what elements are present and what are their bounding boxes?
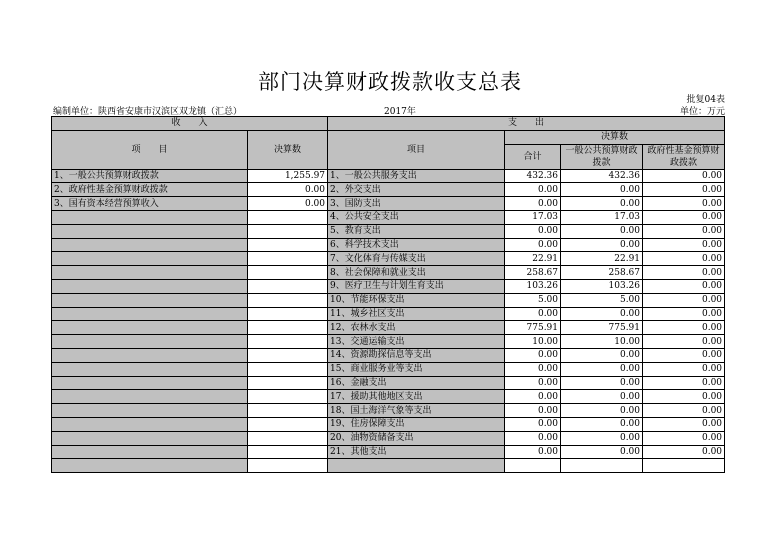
expense-item-cell: 20、油物资储备支出 [328,431,505,445]
table-row [52,183,725,197]
table-row [52,252,725,266]
income-item-cell [52,348,248,362]
expense-item-cell: 18、国土海洋气象等支出 [328,404,505,418]
general-budget-cell: 0.00 [561,417,643,431]
general-budget-cell: 0.00 [561,183,643,197]
income-amount-cell [248,431,328,445]
income-item-cell [52,293,248,307]
income-item-cell [52,210,248,224]
gov-fund-cell: 0.00 [643,210,725,224]
gov-fund-header: 政府性基金预算财政拨款 [643,144,725,169]
gov-fund-cell: 0.00 [643,404,725,418]
expense-item-cell: 17、援助其他地区支出 [328,390,505,404]
gov-fund-cell: 0.00 [643,390,725,404]
income-item-cell [52,362,248,376]
gov-fund-cell: 0.00 [643,279,725,293]
income-amount-cell [248,293,328,307]
expense-item-header: 项目 [328,130,505,169]
general-budget-cell: 17.03 [561,210,643,224]
income-item-cell: 1、一般公共预算财政拨款 [52,169,248,183]
fiscal-year: 2017年 [384,107,416,117]
total-cell: 0.00 [505,417,561,431]
general-budget-cell: 0.00 [561,390,643,404]
general-budget-cell: 0.00 [561,431,643,445]
income-item-cell [52,266,248,280]
income-amount-cell [248,307,328,321]
gov-fund-cell: 0.00 [643,183,725,197]
total-cell: 775.91 [505,321,561,335]
page-title: 部门决算财政拨款收支总表 [258,70,522,94]
income-amount-cell: 0.00 [248,197,328,211]
general-budget-cell: 10.00 [561,335,643,349]
income-amount-cell [248,390,328,404]
gov-fund-cell: 0.00 [643,376,725,390]
total-cell: 0.00 [505,445,561,459]
table-row [52,390,725,404]
table-row [52,362,725,376]
expense-item-cell: 9、医疗卫生与计划生育支出 [328,279,505,293]
general-budget-cell: 0.00 [561,224,643,238]
table-row [52,293,725,307]
income-amount-cell [248,348,328,362]
income-amount-cell [248,210,328,224]
income-item-cell [52,307,248,321]
general-budget-cell: 258.67 [561,266,643,280]
gov-fund-cell: 0.00 [643,362,725,376]
income-amount-cell: 0.00 [248,183,328,197]
total-cell: 0.00 [505,362,561,376]
income-item-cell [52,321,248,335]
total-cell: 10.00 [505,335,561,349]
total-cell: 0.00 [505,197,561,211]
general-budget-cell: 22.91 [561,252,643,266]
income-item-cell [52,445,248,459]
general-budget-cell: 0.00 [561,197,643,211]
expense-item-cell: 1、一般公共服务支出 [328,169,505,183]
gov-fund-cell: 0.00 [643,431,725,445]
expense-item-cell: 15、商业服务业等支出 [328,362,505,376]
total-cell: 0.00 [505,390,561,404]
table-row [52,266,725,280]
total-cell: 0.00 [505,224,561,238]
gov-fund-cell: 0.00 [643,321,725,335]
table-row [52,376,725,390]
income-item-cell [52,404,248,418]
table-row [52,224,725,238]
total-cell: 0.00 [505,348,561,362]
total-cell: 103.26 [505,279,561,293]
income-header: 收 入 [52,117,328,131]
income-amount-cell [248,279,328,293]
general-budget-cell: 0.00 [561,445,643,459]
currency-unit: 单位：万元 [679,107,725,117]
general-budget-cell: 0.00 [561,376,643,390]
table-row [52,197,725,211]
income-amount-cell: 1,255.97 [248,169,328,183]
income-amount-header: 决算数 [248,130,328,169]
total-cell: 0.00 [505,238,561,252]
expense-final-header: 决算数 [505,130,725,144]
income-amount-cell [248,362,328,376]
expense-item-cell: 12、农林水支出 [328,321,505,335]
table-row [52,417,725,431]
table-row [52,238,725,252]
total-cell: 17.03 [505,210,561,224]
gov-fund-cell: 0.00 [643,197,725,211]
table-row [52,431,725,445]
income-amount-cell [248,404,328,418]
income-item-cell: 3、国有资本经营预算收入 [52,197,248,211]
general-budget-cell: 0.00 [561,348,643,362]
total-cell: 258.67 [505,266,561,280]
income-item-cell [52,459,248,473]
expense-item-cell: 10、节能环保支出 [328,293,505,307]
expense-item-cell: 11、城乡社区支出 [328,307,505,321]
income-amount-cell [248,224,328,238]
table-row [52,321,725,335]
form-number: 批复04表 [686,95,725,105]
expense-item-cell: 2、外交支出 [328,183,505,197]
expense-item-cell: 6、科学技术支出 [328,238,505,252]
income-amount-cell [248,266,328,280]
income-item-cell [52,417,248,431]
table-row [52,335,725,349]
gov-fund-cell: 0.00 [643,293,725,307]
income-amount-cell [248,335,328,349]
expense-item-cell: 4、公共安全支出 [328,210,505,224]
gov-fund-cell: 0.00 [643,169,725,183]
table-row [52,279,725,293]
general-budget-cell [561,459,643,473]
gov-fund-cell: 0.00 [643,224,725,238]
gov-fund-cell: 0.00 [643,445,725,459]
expense-item-cell: 8、社会保障和就业支出 [328,266,505,280]
general-budget-cell: 775.91 [561,321,643,335]
general-budget-cell: 432.36 [561,169,643,183]
compiling-unit: 编制单位：陕西省安康市汉滨区双龙镇（汇总） [53,107,243,117]
general-budget-cell: 0.00 [561,362,643,376]
gov-fund-cell: 0.00 [643,238,725,252]
table-row [52,169,725,183]
table-row [52,348,725,362]
total-cell [505,459,561,473]
gov-fund-cell [643,459,725,473]
total-header: 合计 [505,144,561,169]
total-cell: 0.00 [505,376,561,390]
income-item-header: 项 目 [52,130,248,169]
general-budget-cell: 103.26 [561,279,643,293]
income-item-cell [52,252,248,266]
table-row [52,445,725,459]
expense-item-cell: 21、其他支出 [328,445,505,459]
total-cell: 0.00 [505,404,561,418]
gov-fund-cell: 0.00 [643,335,725,349]
income-amount-cell [248,252,328,266]
income-item-cell [52,431,248,445]
general-budget-cell: 0.00 [561,238,643,252]
expense-item-cell: 16、金融支出 [328,376,505,390]
income-amount-cell [248,459,328,473]
general-budget-header: 一般公共预算财政拨款 [561,144,643,169]
gov-fund-cell: 0.00 [643,252,725,266]
expense-item-cell: 3、国防支出 [328,197,505,211]
expense-item-cell: 13、交通运输支出 [328,335,505,349]
income-amount-cell [248,445,328,459]
total-cell: 0.00 [505,431,561,445]
budget-table [51,116,725,473]
total-cell: 0.00 [505,183,561,197]
income-item-cell [52,376,248,390]
expense-item-cell: 5、教育支出 [328,224,505,238]
expense-item-cell: 19、住房保障支出 [328,417,505,431]
general-budget-cell: 0.00 [561,404,643,418]
total-cell: 432.36 [505,169,561,183]
total-cell: 0.00 [505,307,561,321]
expense-item-cell: 7、文化体育与传媒支出 [328,252,505,266]
income-amount-cell [248,376,328,390]
table-row [52,404,725,418]
expense-item-cell [328,459,505,473]
gov-fund-cell: 0.00 [643,266,725,280]
income-amount-cell [248,238,328,252]
income-amount-cell [248,321,328,335]
income-item-cell [52,335,248,349]
expense-header: 支 出 [328,117,725,131]
general-budget-cell: 0.00 [561,307,643,321]
income-item-cell [52,279,248,293]
income-item-cell [52,224,248,238]
table-row [52,210,725,224]
income-item-cell: 2、政府性基金预算财政拨款 [52,183,248,197]
total-cell: 5.00 [505,293,561,307]
general-budget-cell: 5.00 [561,293,643,307]
income-amount-cell [248,417,328,431]
table-row [52,307,725,321]
gov-fund-cell: 0.00 [643,417,725,431]
table-row [52,459,725,473]
total-cell: 22.91 [505,252,561,266]
gov-fund-cell: 0.00 [643,307,725,321]
expense-item-cell: 14、资源勘探信息等支出 [328,348,505,362]
income-item-cell [52,238,248,252]
income-item-cell [52,390,248,404]
gov-fund-cell: 0.00 [643,348,725,362]
